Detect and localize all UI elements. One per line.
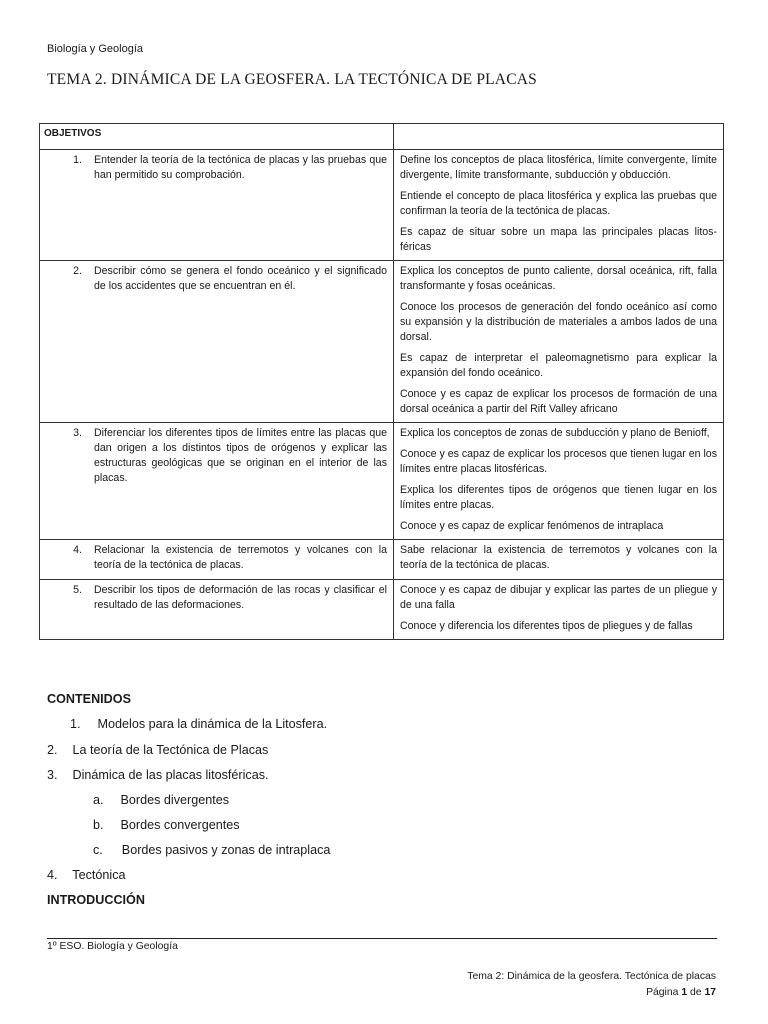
objective-text: Describir cómo se genera el fondo oceánico y el significado de los accidentes que se encuentran en él.	[94, 265, 387, 292]
criteria-cell	[394, 423, 724, 540]
criterion-text: Conoce y es capaz de explicar los procesos de formación de una dorsal oceánica a partir del Rift Valley africano	[400, 388, 717, 415]
contents-item-text: Bordes divergentes	[120, 793, 230, 807]
objective-cell	[40, 150, 394, 261]
objective-text: Describir los tipos de deformación de las rocas y clasificar el resultado de las deformaciones.	[94, 584, 387, 611]
contents-item	[47, 743, 268, 757]
page-total: 17	[704, 987, 716, 998]
objective-text: Entender la teoría de la tectónica de placas y las pruebas que han permitido su comprobación.	[94, 154, 387, 181]
criterion-text: Conoce y es capaz de dibujar y explicar las partes de un pliegue y de una falla	[400, 584, 717, 611]
contents-item-text: Tectónica	[72, 868, 126, 882]
objective-number: 3.	[73, 427, 82, 439]
contents-item-text: La teoría de la Tectónica de Placas	[72, 743, 269, 757]
objective-number: 2.	[73, 265, 82, 277]
contents-item-text: Dinámica de las placas litosféricas.	[72, 768, 269, 782]
criterion-text: Define los conceptos de placa litosférica, límite convergente, límite divergente, límite transformante, subducción y obducción.	[400, 154, 717, 181]
objective-number: 5.	[73, 584, 82, 596]
contents-item-text: Bordes convergentes	[120, 818, 240, 832]
criteria-heading-empty	[394, 124, 724, 150]
criterion-text: Entiende el concepto de placa litosférica y explica las pruebas que confirman la teoría de la tectónica de placas.	[400, 190, 717, 217]
contents-heading: CONTENIDOS	[47, 692, 131, 706]
table-row	[40, 423, 724, 540]
objective-cell	[40, 580, 394, 640]
contents-item-marker: c.	[93, 843, 103, 857]
contents-item-text: Modelos para la dinámica de la Litosfera.	[97, 717, 328, 731]
footer-course: 1º ESO. Biología y Geología	[47, 941, 178, 952]
objective-cell	[40, 423, 394, 540]
document-title: TEMA 2. DINÁMICA DE LA GEOSFERA. LA TECTÓNICA DE PLACAS	[47, 71, 537, 88]
objective-cell	[40, 261, 394, 423]
table-row	[40, 261, 724, 423]
page-of: de	[689, 987, 702, 998]
contents-item-marker: 2.	[47, 743, 58, 757]
objective-text: Diferenciar los diferentes tipos de límites entre las placas que dan origen a los distintos tipos de orógenos y explicar las estructuras geológicas que se originan en el interior de las placas.	[94, 427, 387, 484]
introduction-heading: INTRODUCCIÓN	[47, 893, 145, 907]
criterion-text: Conoce y es capaz de explicar los procesos que tienen lugar en los límites entre placas litosféricas.	[400, 448, 717, 475]
subject-header: Biología y Geología	[47, 43, 144, 55]
table-row	[40, 540, 724, 580]
table-header-row	[40, 124, 724, 150]
contents-item-marker: 3.	[47, 768, 58, 782]
criterion-text: Explica los conceptos de zonas de subducción y plano de Benioff,	[400, 427, 710, 439]
criterion-text: Conoce y es capaz de explicar fenómenos de intraplaca	[400, 520, 664, 532]
footer-topic: Tema 2: Dinámica de la geosfera. Tectónica de placas	[467, 971, 716, 982]
contents-item	[47, 768, 269, 782]
contents-item-marker: a.	[93, 793, 104, 807]
criteria-cell	[394, 580, 724, 640]
contents-item	[70, 717, 327, 731]
criterion-text: Es capaz de situar sobre un mapa las principales placas litos-féricas	[400, 226, 717, 253]
objective-text: Relacionar la existencia de terremotos y volcanes con la teoría de la tectónica de placas.	[94, 544, 387, 571]
objective-cell	[40, 540, 394, 580]
contents-subitem	[93, 843, 330, 857]
objective-number: 4.	[73, 544, 82, 556]
footer-divider	[47, 938, 717, 939]
criterion-text: Explica los diferentes tipos de orógenos que tienen lugar en los límites entre placas.	[400, 484, 717, 511]
criterion-text: Conoce los procesos de generación del fondo oceánico así como su expansión y la distribución de materiales a ambos lados de una dorsal.	[400, 301, 717, 343]
contents-item-marker: b.	[93, 818, 104, 832]
objective-number: 1.	[73, 154, 82, 166]
criteria-cell	[394, 540, 724, 580]
contents-item-marker: 1.	[70, 717, 81, 731]
criteria-cell	[394, 261, 724, 423]
criterion-text: Conoce y diferencia los diferentes tipos de pliegues y de fallas	[400, 620, 693, 632]
criterion-text: Explica los conceptos de punto caliente, dorsal oceánica, rift, falla transformante y fosas oceánicas.	[400, 265, 717, 292]
objectives-table	[39, 123, 724, 640]
contents-subitem	[93, 818, 240, 832]
criterion-text: Es capaz de interpretar el paleomagnetismo para explicar la expansión del fondo oceánico.	[400, 352, 717, 379]
contents-subitem	[93, 793, 229, 807]
contents-item	[47, 868, 126, 882]
criterion-text: Sabe relacionar la existencia de terremotos y volcanes con la teoría de la tectónica de placas.	[400, 544, 717, 571]
page-number	[467, 985, 716, 1001]
page-current: 1	[681, 987, 688, 998]
criteria-cell	[394, 150, 724, 261]
footer-info	[467, 969, 716, 1001]
objectives-heading: OBJETIVOS	[40, 124, 394, 150]
page-label: Página	[646, 987, 679, 998]
contents-item-marker: 4.	[47, 868, 58, 882]
table-row	[40, 150, 724, 261]
contents-item-text: Bordes pasivos y zonas de intraplaca	[121, 843, 331, 857]
table-row	[40, 580, 724, 640]
